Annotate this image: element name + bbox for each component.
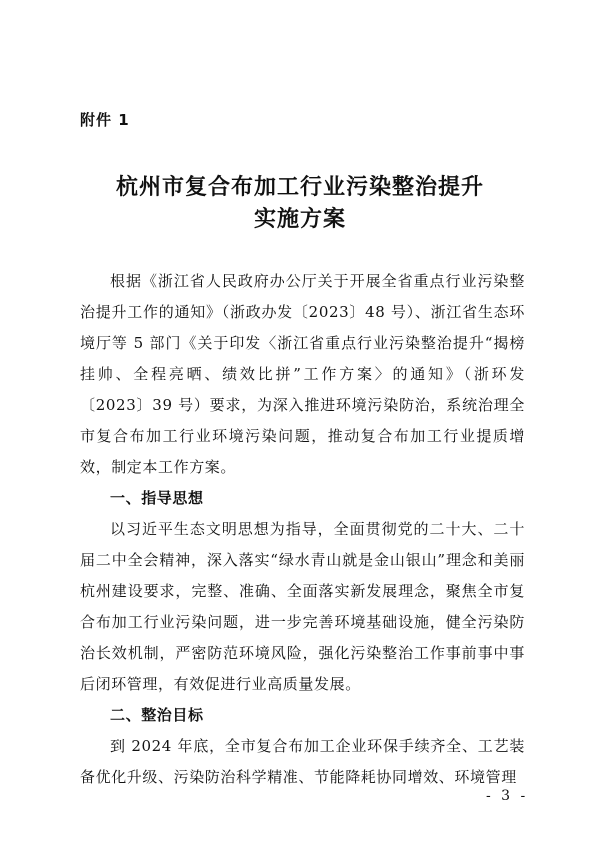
intro-paragraph: 根据《浙江省人民政府办公厅关于开展全省重点行业污染整治提升工作的通知》（浙政办发〔2023〕48 号）、浙江省生态环境厅等 5 部门《关于印发〈浙江省重点行业污染整治提升“揭榜挂帅、全程亮晒、绩效比拼”工作方案〉的通知》（浙环发〔2023〕39 号）要求，为深入推进环境污染防治，系统治理全市复合布加工行业环境污染问题，推动复合布加工行业提质增效，制定本工作方案。 [80, 272, 525, 476]
document-title-line-2: 实施方案 [253, 206, 346, 232]
attachment-label: 附件 1 [80, 111, 130, 129]
section-heading-goals: 二、整治目标 [110, 706, 204, 724]
section-paragraph-goals: 到 2024 年底，全市复合布加工企业环保手续齐全、工艺装备优化升级、污染防治科学精准、节能降耗协同增效、环境管理 [80, 737, 525, 786]
section-paragraph-guiding-ideology: 以习近平生态文明思想为指导，全面贯彻党的二十大、二十届二中全会精神，深入落实“绿水青山就是金山银山”理念和美丽杭州建设要求，完整、准确、全面落实新发展理念，聚焦全市复合布加工行业污染问题，进一步完善环境基础设施，健全污染防治长效机制，严密防范环境风险，强化污染整治工作事前事中事后闭环管理，有效促进行业高质量发展。 [80, 520, 525, 693]
section-heading-guiding-ideology: 一、指导思想 [110, 489, 204, 507]
document-title-line-1: 杭州市复合布加工行业污染整治提升 [115, 174, 484, 200]
page-number: - 3 - [486, 788, 529, 804]
document-body [80, 266, 525, 793]
